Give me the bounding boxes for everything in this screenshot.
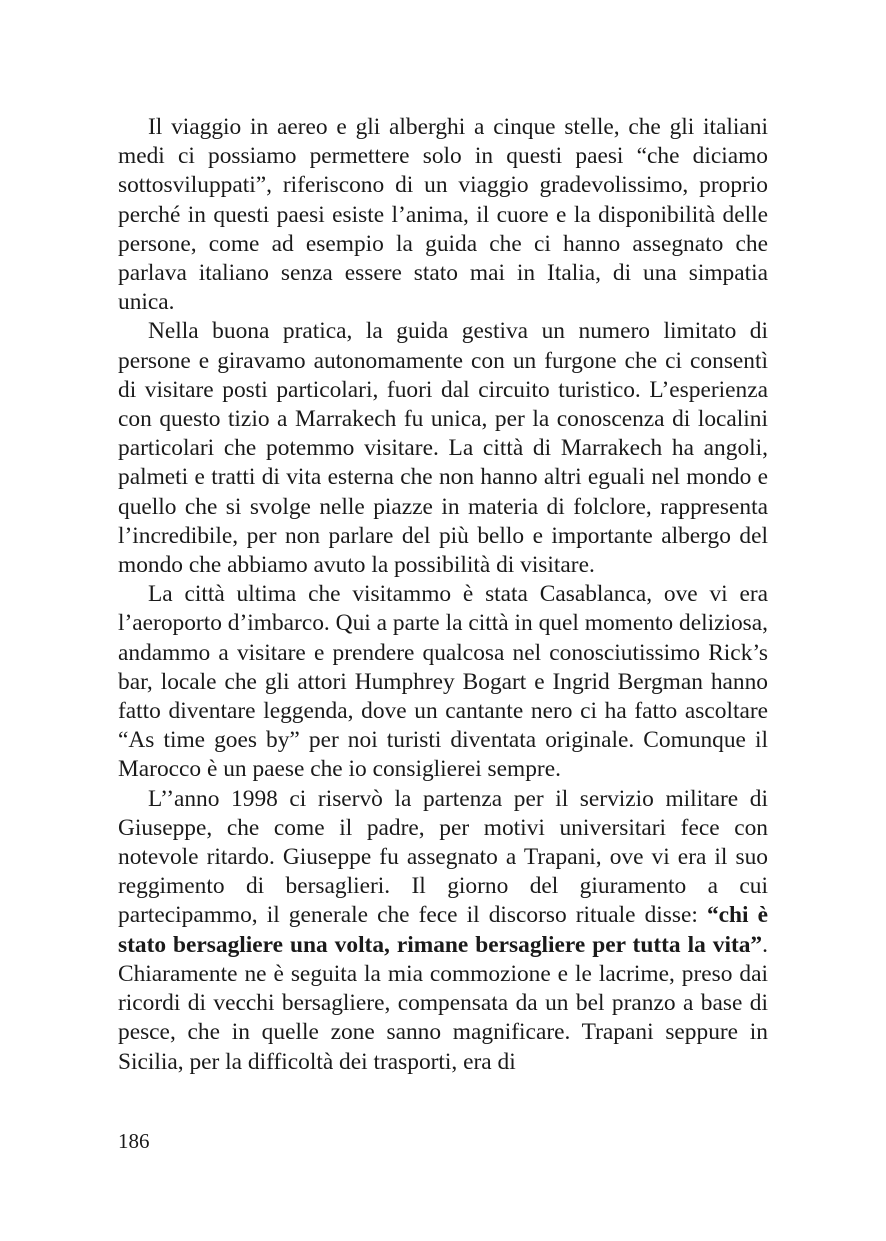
page-number: 186 [118, 1129, 150, 1153]
body-text [118, 113, 768, 1077]
bold-quote: “chi è stato bersagliere una volta, rimane bersagliere per tutta la vita” [118, 902, 768, 958]
paragraph-text-after: . Chiaramente ne è seguita la mia commozione e le lacrime, preso dai ricordi di vecchi bersagliere, compensata da un bel pranzo a base di pesce, che in quelle zone sanno magnificare. Trapani seppure in Sicilia, per la difficoltà dei trasporti, era di [118, 931, 768, 1075]
paragraph-marrakech: Nella buona pratica, la guida gestiva un numero limitato di persone e giravamo autonomamente con un furgone che ci consentì di visitare posti particolari, fuori dal circuito turistico. L’esperienza con questo tizio a Marrakech fu unica, per la conoscenza di localini particolari che potemmo visitare. La città di Marrakech ha angoli, palmeti e tratti di vita esterna che non hanno altri eguali nel mondo e quello che si svolge nelle piazze in materia di folclore, rappresenta l’incredibile, per non parlare del più bello e importante albergo del mondo che abbiamo avuto la possibilità di visitare. [118, 318, 768, 579]
paragraph-text-before: L’’anno 1998 ci riservò la partenza per il servizio militare di Giuseppe, che come il padre, per motivi universitari fece con notevole ritardo. Giuseppe fu assegnato a Trapani, ove vi era il suo reggimento di bersaglieri. Il giorno del giuramento a cui partecipammo, il generale che fece il discorso rituale disse: [118, 785, 768, 929]
paragraph-servizio-militare [118, 785, 768, 1077]
paragraph-viaggio: Il viaggio in aereo e gli alberghi a cinque stelle, che gli italiani medi ci possiamo permettere solo in questi paesi “che diciamo sottosviluppati”, riferiscono di un viaggio gradevolissimo, proprio perché in questi paesi esiste l’anima, il cuore e la disponibilità delle persone, come ad esempio la guida che ci hanno assegnato che parlava italiano senza essere stato mai in Italia, di una simpatia unica. [118, 114, 768, 316]
paragraph-casablanca: La città ultima che visitammo è stata Casablanca, ove vi era l’aeroporto d’imbarco. Qui a parte la città in quel momento deliziosa, andammo a visitare e prendere qualcosa nel conosciutissimo Rick’s bar, locale che gli attori Humphrey Bogart e Ingrid Bergman hanno fatto diventare leggenda, dove un cantante nero ci ha fatto ascoltare “As time goes by” per noi turisti diventata originale. Comunque il Marocco è un paese che io consiglierei sempre. [118, 581, 768, 783]
